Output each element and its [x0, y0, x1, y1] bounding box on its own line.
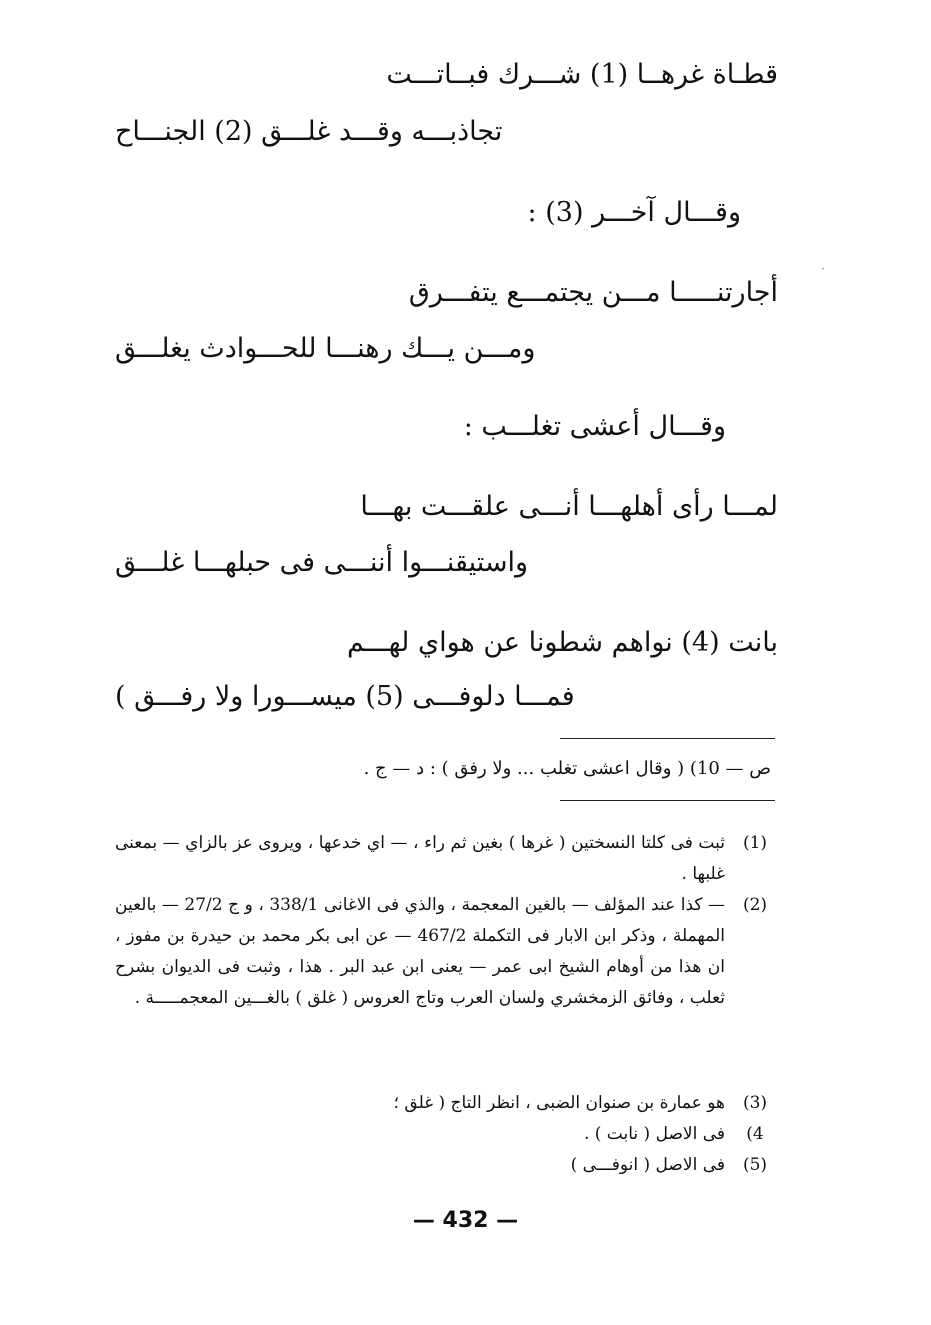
verse-line-2-second-hemistich: ومـــن يـــك رهنـــا للحـــوادث يغلـــق: [115, 333, 536, 364]
footnote-text: — كذا عند المؤلف — بالغين المعجمة ، والذي فى الاغانى 338/1 ، و ج 27/2 — بالعين المهملة ، وذكر ابن الابار فى التكملة 467/2 — عن ابى بكر محمد بن حيدرة بن مفوز ، ان هذا من أوهام الشيخ ابى عمر — يعنى ابن عبد البر . هذا ، وثبت فى الديوان بشرح ثعلب ، وفائق الزمخشري ولسان العرب وتاج العروس ( غلق ) بالغـــين المعجمـــــة .: [115, 895, 725, 1008]
footnote-number: 4): [746, 1124, 764, 1144]
footnote-number: (2): [742, 895, 768, 915]
footnote-text: فى الاصل ( نابت ) .: [583, 1124, 725, 1144]
verse-line-1-first-hemistich: قطـاة غرهــا (1) شـــرك فبــاتـــت: [386, 59, 778, 90]
footnote-4: [0, 1119, 931, 1150]
footnote-2: [0, 890, 931, 1080]
footnote-1: [0, 828, 931, 890]
footnote-3: [0, 1088, 931, 1119]
footnote-text: فى الاصل ( انوفـــى ): [570, 1155, 725, 1175]
footnote-5: [0, 1150, 931, 1181]
footnote-text: هو عمارة بن صنوان الضبى ، انظر التاج ( غلق ؛: [393, 1093, 725, 1113]
footnote-text: ثبت فى كلتا النسختين ( غرها ) بغين ثم راء ، — اي خدعها ، ويروى عز بالزاي — بمعنى غلبها .: [115, 833, 725, 884]
variant-rule-bottom: [560, 800, 775, 801]
verse-line-4-first-hemistich: بانت (4) نواهم شطونا عن هواي لهـــم: [346, 627, 778, 658]
variant-reading-note: ص — 10) ( وقال اعشى تغلب ... ولا رفق ) : د — ج .: [363, 758, 771, 779]
scan-speck: ·: [821, 262, 825, 276]
verse-line-3-second-hemistich: واستيقنـــوا أننـــى فى حبلهـــا غلـــق: [115, 547, 529, 578]
variant-rule-top: [560, 738, 775, 739]
poet-intro-asha-taghlib: وقـــال أعشى تغلـــب :: [463, 411, 726, 442]
verse-line-3-first-hemistich: لمـــا رأى أهلهـــا أنـــى علقـــت بهـــا: [360, 491, 778, 522]
verse-line-4-second-hemistich: فمـــا دلوفـــى (5) ميســـورا ولا رفـــق ): [115, 681, 575, 712]
footnote-number: (1): [742, 833, 768, 853]
footnote-number: (3): [742, 1093, 768, 1113]
poet-intro-another: وقـــال آخـــر (3) :: [527, 197, 741, 228]
verse-line-1-second-hemistich: تجاذبـــه وقـــد غلـــق (2) الجنـــاح: [115, 116, 503, 147]
verse-line-2-first-hemistich: أجارتنـــــا مـــن يجتمـــع يتفـــرق: [408, 277, 778, 308]
footnote-number: (5): [742, 1155, 768, 1175]
page-number: — 432 —: [412, 1208, 519, 1233]
